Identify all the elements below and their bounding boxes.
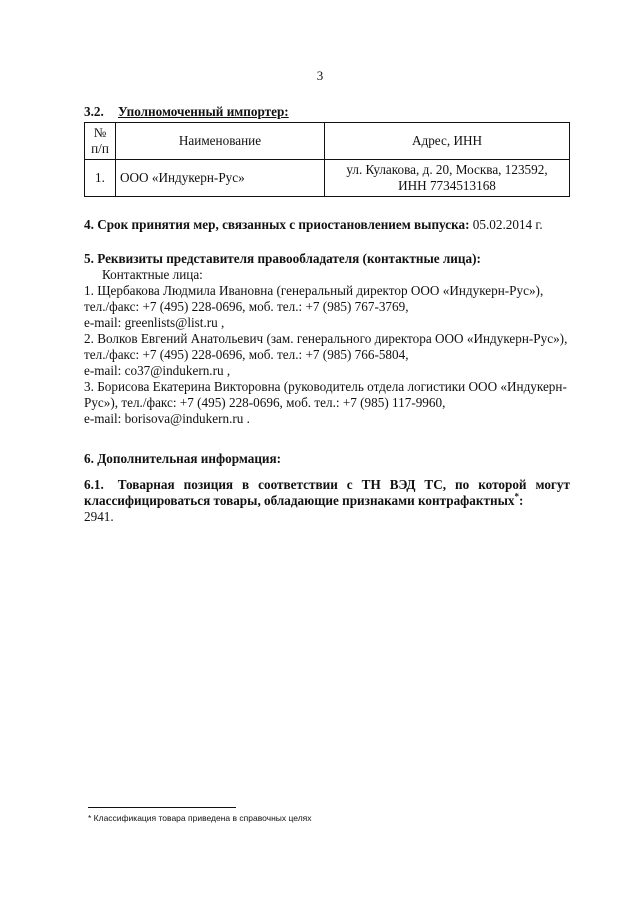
- section-4-date: 05.02.2014 г.: [472, 217, 543, 232]
- footnote: * Классификация товара приведена в справочных целях: [88, 813, 312, 823]
- section-6-1-text: Товарная позиция в соответствии с ТН ВЭД ТС, по которой могут: [117, 477, 570, 492]
- list-item: тел./факс: +7 (495) 228-0696, моб. тел.: +7 (985) 767-3769,: [84, 299, 409, 314]
- list-item: e-mail: greenlists@list.ru ,: [84, 315, 225, 330]
- header-name: Наименование: [116, 123, 325, 160]
- section-6: [84, 451, 570, 525]
- section-5-title: 5. Реквизиты представителя правообладателя (контактные лица):: [84, 251, 481, 266]
- section-6-1-line1: [84, 477, 570, 493]
- section-6-1-text-2: классифицироваться товары, обладающие признаками контрафактных: [84, 493, 515, 508]
- list-item: Рус»), тел./факс: +7 (495) 228-0696, моб. тел.: +7 (985) 117-9960,: [84, 395, 446, 410]
- row-address-line1: ул. Кулакова, д. 20, Москва, 123592,: [346, 162, 548, 177]
- row-address-line2: ИНН 7734513168: [398, 178, 496, 193]
- section-5: [84, 251, 570, 427]
- importer-table-header: [85, 123, 570, 160]
- section-6-title: 6. Дополнительная информация:: [84, 451, 282, 466]
- section-4: [84, 217, 570, 233]
- section-3-2-title: Уполномоченный импортер:: [118, 104, 289, 119]
- header-num: № п/п: [85, 123, 116, 160]
- row-address: [325, 160, 570, 197]
- list-item: 3. Борисова Екатерина Викторовна (руководитель отдела логистики ООО «Индукерн-: [84, 379, 567, 394]
- section-6-1-value: 2941.: [84, 509, 114, 524]
- section-6-1-colon: :: [518, 493, 524, 508]
- section-5-intro: Контактные лица:: [102, 267, 203, 282]
- page-number: 3: [316, 68, 324, 83]
- document-body: [84, 104, 570, 525]
- row-name: ООО «Индукерн-Рус»: [116, 160, 325, 197]
- list-item: e-mail: co37@indukern.ru ,: [84, 363, 231, 378]
- section-6-1-line2: [84, 493, 570, 509]
- header-address: Адрес, ИНН: [325, 123, 570, 160]
- footnote-mark: *: [514, 491, 519, 502]
- section-6-1-number: 6.1.: [84, 477, 104, 492]
- importer-table: [84, 122, 570, 197]
- list-item: 1. Щербакова Людмила Ивановна (генеральный директор ООО «Индукерн-Рус»),: [84, 283, 544, 298]
- section-3-2-number: 3.2.: [84, 104, 104, 119]
- list-item: 2. Волков Евгений Анатольевич (зам. генерального директора ООО «Индукерн-Рус»),: [84, 331, 568, 346]
- footnote-divider: [88, 807, 236, 808]
- list-item: тел./факс: +7 (495) 228-0696, моб. тел.: +7 (985) 766-5804,: [84, 347, 409, 362]
- table-row: [85, 160, 570, 197]
- list-item: e-mail: borisova@indukern.ru .: [84, 411, 250, 426]
- row-num: 1.: [85, 160, 116, 197]
- section-4-title: 4. Срок принятия мер, связанных с приостановлением выпуска:: [84, 217, 470, 232]
- section-3-2-heading: [84, 104, 570, 120]
